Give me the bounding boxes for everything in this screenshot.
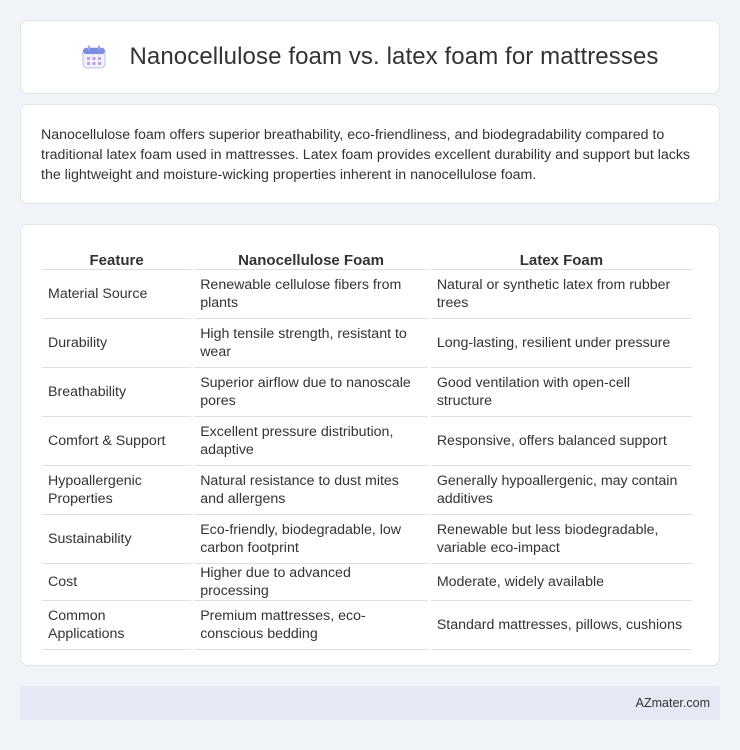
table-row: [42, 601, 692, 650]
table-row: [42, 319, 692, 368]
feature-cell: Material Source: [42, 270, 191, 319]
latex-cell: Moderate, widely available: [431, 564, 692, 601]
page-title: Nanocellulose foam vs. latex foam for mattresses: [129, 43, 659, 70]
feature-cell: Cost: [42, 564, 191, 601]
latex-cell: Generally hypoallergenic, may contain additives: [431, 466, 692, 515]
header-nanocellulose: Nanocellulose Foam: [194, 245, 428, 270]
table-row: [42, 368, 692, 417]
feature-cell: Common Applications: [42, 601, 191, 650]
feature-cell: Comfort & Support: [42, 417, 191, 466]
nanocellulose-cell: Premium mattresses, eco-conscious bedding: [194, 601, 428, 650]
table-row: [42, 466, 692, 515]
feature-cell: Sustainability: [42, 515, 191, 564]
nanocellulose-cell: High tensile strength, resistant to wear: [194, 319, 428, 368]
calendar-icon: [81, 44, 107, 70]
feature-cell: Breathability: [42, 368, 191, 417]
nanocellulose-cell: Superior airflow due to nanoscale pores: [194, 368, 428, 417]
footer-site-link[interactable]: AZmater.com: [635, 696, 710, 710]
nanocellulose-cell: Eco-friendly, biodegradable, low carbon footprint: [194, 515, 428, 564]
latex-cell: Responsive, offers balanced support: [431, 417, 692, 466]
feature-cell: Hypoallergenic Properties: [42, 466, 191, 515]
table-row: [42, 417, 692, 466]
title-card: [20, 20, 720, 94]
table-row: [42, 515, 692, 564]
feature-cell: Durability: [42, 319, 191, 368]
header-latex: Latex Foam: [431, 245, 692, 270]
table-header-row: [42, 245, 692, 270]
nanocellulose-cell: Renewable cellulose fibers from plants: [194, 270, 428, 319]
table-row: [42, 270, 692, 319]
nanocellulose-cell: Higher due to advanced processing: [194, 564, 428, 601]
latex-cell: Good ventilation with open-cell structure: [431, 368, 692, 417]
latex-cell: Renewable but less biodegradable, variable eco-impact: [431, 515, 692, 564]
intro-text: Nanocellulose foam offers superior breathability, eco-friendliness, and biodegradability compared to traditional latex foam used in mattresses. Latex foam provides excellent durability and support but lacks the lightweight and moisture-wicking properties inherent in nanocellulose foam.: [41, 127, 691, 183]
comparison-table: [39, 245, 695, 650]
nanocellulose-cell: Excellent pressure distribution, adaptive: [194, 417, 428, 466]
table-row: [42, 564, 692, 601]
intro-card: [20, 104, 720, 204]
nanocellulose-cell: Natural resistance to dust mites and allergens: [194, 466, 428, 515]
latex-cell: Standard mattresses, pillows, cushions: [431, 601, 692, 650]
latex-cell: Long-lasting, resilient under pressure: [431, 319, 692, 368]
footer-bar: [20, 686, 720, 720]
comparison-card: [20, 224, 720, 666]
header-feature: Feature: [42, 245, 191, 270]
latex-cell: Natural or synthetic latex from rubber trees: [431, 270, 692, 319]
